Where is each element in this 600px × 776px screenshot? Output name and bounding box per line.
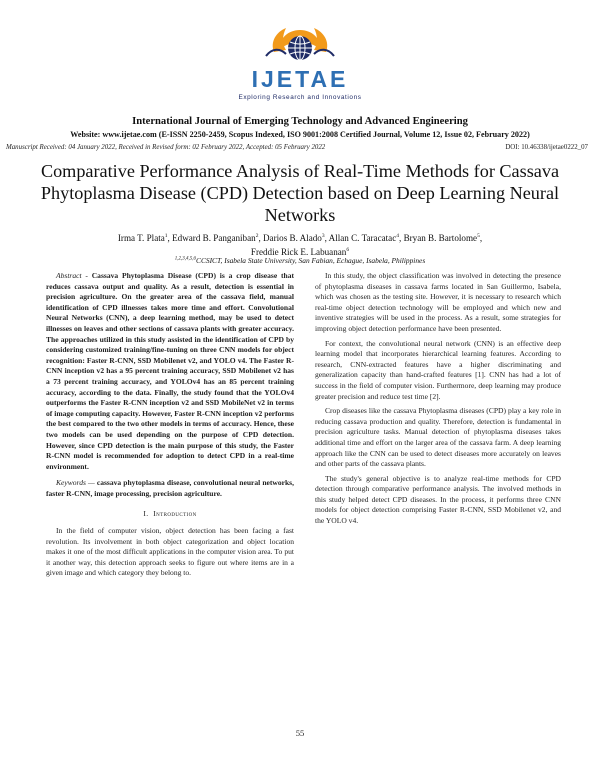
author-sup: 1 [164,233,168,239]
intro-paragraph-1: In the field of computer vision, object detection has been facing a fast revolution. Its involvement in both object categorization and object location makes it one of the most difficult applications in the computer vision area. To put it another way, this detection approach seeks to figure out where items are in a given image and which category they belong to. [46,526,294,578]
manuscript-dates [6,144,594,151]
keywords-text: cassava phytoplasma disease, convolutional neural networks, faster R-CNN, image processing, precision agriculture. [46,478,295,498]
intro-paragraph-5: The study's general objective is to analyze real-time methods for CPD detection through comparative performance analysis. The involved methods in this study helped detect CPD diseases. In the process, it performs three CNN models for object detection comprising Faster R-CNN, SSD Mobilenet v2, and the YOLO v4. [315,473,561,526]
section-title: Introduction [153,509,197,519]
keywords-label: Keywords — [56,478,95,488]
left-column [46,271,294,583]
author-sep: , [167,233,173,244]
author-sep: , [324,233,329,244]
right-column [315,271,561,531]
journal-website-line: Website: www.ijetae.com (E-ISSN 2250-2459, Scopus Indexed, ISO 9001:2008 Certified Journal, Volume 12, Issue 02, February 2022) [70,130,530,139]
author-sup: 4 [396,233,400,239]
author-sup: 2 [255,233,259,239]
journal-logo [0,22,600,101]
abstract [46,271,294,472]
author-sep: , [399,233,404,244]
logo-name: IJETAE [251,66,349,92]
author-name: Darios B. Alado [262,233,322,244]
author-name: Freddie Rick E. Labuanan [250,247,347,258]
author-sep: , [479,233,483,244]
keywords [46,478,294,499]
author-sup: 6 [346,247,350,254]
author-sup: 5 [477,233,480,239]
affiliation-text: CCSICT, Isabela State University, San Fabian, Echague, Isabela, Philippines [196,256,426,265]
author-list [40,230,560,258]
journal-title: International Journal of Emerging Technology and Advanced Engineering [132,116,468,127]
abstract-label: Abstract - [56,271,88,280]
author-sup: 3 [321,233,325,239]
page-number: 55 [295,728,305,738]
abstract-text: Cassava Phytoplasma Disease (CPD) is a crop disease that reduces cassava output and quality. As a result, detection is essential in precision agriculture. On the greater area of the cassava field, manual identification of CPD illnesses takes more time and effort. Convolutional Neural Networks (CNN), a deep learning method, may be used to detect illnesses on leaves and other sections of cassava plants with greater accuracy. The approaches utilized in this study assisted in the identification of CPD by considering customized training/fine-tuning on three CNN models for object recognition: Faster R-CNN, SSD Mobilenet v2, and YOLO v4. The Faster R-CNN inception v2 has a 95 percent training accuracy, SSD Mobilenet v2 has a 73 percent training accuracy, and YOLOv4 has an 85 percent training accuracy, according to the data. Finally, the study found that the YOLOv4 outperforms the Faster R-CNN inception v2 and SSD MobileNet v2 in terms of image computing capacity. However, Faster R-CNN inception v2 performs the best compared to the two other models in terms of accuracy. Hence, these two models can be used depending on the purpose of CPD detection. However, since CPD detection is the main purpose of this study, the Faster R-CNN model is recommended for adoption to detect CPD in a real-time environment. [46,271,294,471]
author-name: Irma T. Plata [117,233,165,244]
affiliation-sup: 1,2,3,4,5,6 [174,256,197,262]
paper-title: Comparative Performance Analysis of Real-Time Methods for Cassava Phytoplasma Disease (CPD) Detection based on Deep Learning Neural Networks [40,161,560,225]
section-number: I. [143,509,149,519]
intro-paragraph-3: For context, the convolutional neural network (CNN) is an effective deep learning model that incorporates hierarchical learning features. According to research, CNN-extracted features have a higher discriminating and generalization capacity than hand-crafted features [1]. CNN has had a lot of success in the field of computer vision. Furthermore, deep learning may produce greater precision and reduce test time [2]. [315,338,561,401]
section-heading-introduction [46,509,294,520]
logo-tagline: Exploring Research and Innovations [238,94,362,101]
intro-paragraph-4: Crop diseases like the cassava Phytoplasma diseases (CPD) play a key role in reducing cassava production and quality. Therefore, detection is fundamental in precision agriculture tasks. Manual detection of phytoplasma diseases takes additional time and effort on the larger area of the cassava farm. A deep learning approach like the CNN can be used to detect diseases more accurately on leaves and other parts of the cassava plants. [315,406,561,469]
author-name: Edward B. Panganiban [172,233,256,244]
author-sep: , [258,233,263,244]
author-name: Bryan B. Bartolome [403,233,478,244]
manuscript-dates-text: Manuscript Received: 04 January 2022, Received in Revised form: 02 February 2022, Accepted: 05 February 2022 [6,144,326,151]
affiliation [0,256,600,265]
doi-text: DOI: 10.46338/ijetae0222_07 [505,144,588,151]
intro-paragraph-2: In this study, the object classification was involved in detecting the presence of phytoplasma diseases in cassava farms located in San Guillermo, Isabela, which was chosen as the testing site. However, it is necessary to research which real-time object detection technology will be employed and which new and inventive strategies will be used in the process. As a result, some strategies for improving object detection performance have been presented. [315,271,561,333]
author-name: Allan C. Taracatac [328,233,397,244]
